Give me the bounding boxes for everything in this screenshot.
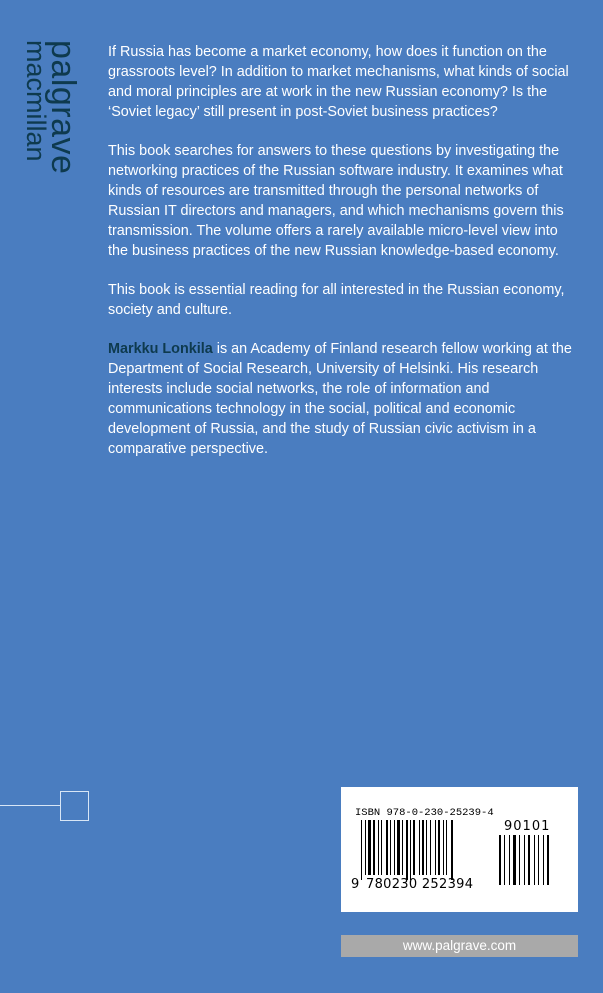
- barcode-bar: [499, 835, 501, 885]
- blurb-paragraph-1: If Russia has become a market economy, how does it function on the grassroots level? In addition to market mechanisms, what kinds of social and moral principles are at work in the new Russian economy? Is the ‘Soviet legacy’ still present in post-Soviet business practices?: [108, 44, 569, 120]
- barcode-panel: [341, 787, 578, 912]
- logo-macmillan: macmillan: [21, 40, 51, 162]
- author-name: Markku Lonkila: [108, 341, 213, 357]
- barcode-bars: [341, 787, 578, 912]
- barcode-bar: [361, 820, 362, 880]
- website-url: www.palgrave.com: [341, 935, 578, 957]
- barcode-bar: [528, 835, 530, 885]
- blurb-paragraph-2: This book searches for answers to these questions by investigating the networking practices of the Russian software industry. It examines what kinds of resources are transmitted through the personal networks of Russian IT directors and managers, and which mechanisms govern this transmission. The volume offers a rarely available micro-level view into the business practices of the new Russian knowledge-based economy.: [108, 143, 564, 259]
- barcode-bar: [547, 835, 549, 885]
- barcode-bar: [394, 820, 395, 875]
- barcode-bar: [419, 820, 420, 875]
- barcode-first-digit: 9: [351, 877, 360, 892]
- barcode-bar: [368, 820, 371, 875]
- barcode-bar: [519, 835, 520, 885]
- barcode-bar: [534, 835, 535, 885]
- barcode-bar: [538, 835, 539, 885]
- back-cover-blurb: [108, 42, 578, 478]
- barcode-bar: [413, 820, 415, 875]
- barcode-addon-digits: 90101: [504, 819, 551, 834]
- barcode-bar: [410, 820, 411, 880]
- publisher-logo: [18, 40, 80, 190]
- barcode-bar: [406, 820, 408, 880]
- author-paragraph: [108, 339, 578, 459]
- barcode-bar: [504, 835, 505, 885]
- barcode-bar: [438, 820, 440, 875]
- barcode-bar: [435, 820, 436, 875]
- barcode-bar: [381, 820, 382, 875]
- barcode-bar: [397, 820, 400, 875]
- barcode-bar: [426, 820, 427, 875]
- author-bio: is an Academy of Finland research fellow working at the Department of Social Research, University of Helsinki. His research interests include social networks, the role of information and communications technology in the social, political and economic development of Russia, and the study of Russian civic activism in a comparative perspective.: [108, 341, 572, 457]
- barcode-bar: [430, 820, 431, 875]
- barcode-bar: [509, 835, 510, 885]
- barcode-bar: [543, 835, 544, 885]
- barcode-bar: [524, 835, 525, 885]
- barcode-bar: [451, 820, 453, 880]
- barcode-bar: [513, 835, 516, 885]
- isbn-label: ISBN 978-0-230-25239-4: [355, 807, 494, 819]
- barcode-bar: [446, 820, 447, 875]
- decorative-line: [0, 805, 60, 806]
- barcode-bar: [365, 820, 366, 875]
- barcode-bar: [373, 820, 375, 875]
- decorative-square: [60, 791, 89, 821]
- barcode-digits: 780230 252394: [366, 877, 474, 892]
- barcode-bar: [443, 820, 444, 875]
- barcode-bar: [386, 820, 388, 875]
- barcode-bar: [378, 820, 379, 875]
- blurb-paragraph-3: This book is essential reading for all interested in the Russian economy, society and culture.: [108, 282, 565, 318]
- barcode-bar: [422, 820, 424, 875]
- barcode-bar: [390, 820, 391, 875]
- barcode-bar: [402, 820, 403, 875]
- logo-palgrave: palgrave: [44, 40, 82, 175]
